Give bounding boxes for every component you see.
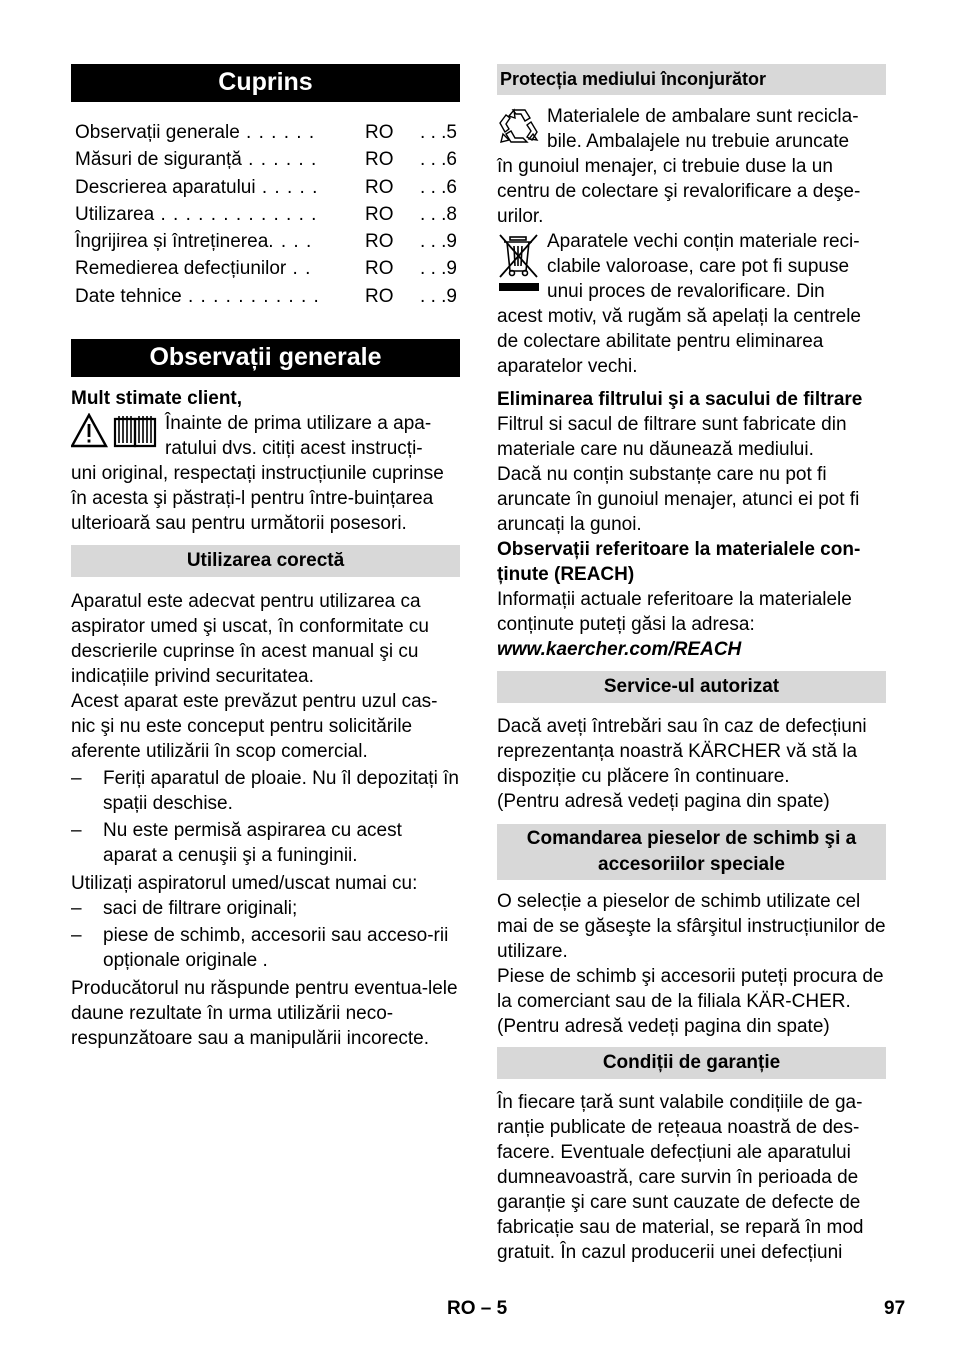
weee-line-1: Aparatele vechi conțin materiale reci-	[547, 231, 860, 252]
list-item: – Nu este permisă aspirarea cu acest aparat a cenuşii şi a funinginii.	[71, 820, 402, 867]
intro-line-2: ratului dvs. citiți acest instrucți-	[165, 438, 423, 460]
list-item: – piese de schimb, accesorii sau acceso-rii opționale originale .	[71, 925, 449, 972]
weee-line-3: unui proces de revalorificare. Din	[547, 281, 825, 302]
toc-entry-lang: RO	[365, 231, 394, 253]
correct-use-p1: Aparatul este adecvat pentru utilizarea ca aspirator umed şi uscat, în conformitate cu descrierile cuprinse în acest manual şi cu indicațiile privind securitatea.	[71, 591, 429, 688]
parts-note: (Pentru adresă vedeți pagina din spate)	[497, 1016, 830, 1037]
manual-book-icon	[115, 416, 155, 446]
correct-use-p4: Producătorul nu răspunde pentru eventua-lele daune rezultate în urma utilizării neco-respunzătoare sau a manipulării incorecte.	[71, 978, 458, 1050]
correct-use-heading: Utilizarea corectă	[71, 545, 460, 577]
toc-row[interactable]	[71, 201, 460, 228]
right-column	[497, 64, 886, 1265]
weee-block	[497, 229, 886, 379]
env-heading: Protecția mediului înconjurător	[497, 64, 886, 95]
weee-line-2: clabile valoroase, care pot fi supuse	[547, 256, 850, 277]
correct-use-list2	[71, 896, 460, 973]
reach-p: Informații actuale referitoare la materialele conținute puteți găsi la adresa:	[497, 589, 852, 635]
toc-row[interactable]	[71, 174, 460, 201]
toc-entry-page: . . .8	[420, 203, 457, 225]
toc-entry-title: Măsuri de siguranță . . . . . .	[75, 149, 318, 171]
toc-entry-page: . . .6	[420, 149, 457, 171]
toc-heading: Cuprins	[71, 64, 460, 102]
footer-page-number: 97	[884, 1298, 906, 1319]
toc-entry-lang: RO	[365, 203, 394, 225]
toc-row[interactable]	[71, 146, 460, 173]
toc-entry-title: Date tehnice . . . . . . . . . . .	[75, 285, 320, 307]
reach-heading: Observații referitoare la materialele con-ținute (REACH)	[497, 539, 861, 585]
toc-row[interactable]	[71, 119, 460, 146]
toc-entry-title: Descrierea aparatului . . . . .	[75, 176, 319, 198]
list-item: – saci de filtrare originali;	[71, 898, 298, 920]
footer-section-page: RO – 5	[447, 1298, 508, 1319]
recycle-line-1: Materialele de ambalare sunt recicla-	[547, 106, 859, 127]
toc-entry-lang: RO	[365, 149, 394, 171]
warranty-p: În fiecare țară sunt valabile condițiile de ga-ranție publicate de rețeaua noastră de des-facere. Eventuale defecțiuni ale aparatului dumneavoastră, care survin în perioada de garanție şi care sunt cauzate de defecte de fabricație sau de material, se repară în mod gratuit. În cazul producerii unei defecțiuni	[497, 1092, 864, 1263]
toc-entry-page: . . .9	[420, 231, 457, 253]
parts-p2: Piese de schimb şi accesorii puteți procura de la comerciant sau de la filiala KÄR-CHER.	[497, 966, 884, 1012]
recycle-icon	[497, 106, 541, 151]
toc-entry-page: . . .9	[420, 258, 457, 280]
toc-entry-title: Remedierea defecțiunilor . .	[75, 258, 312, 280]
toc-entry-page: . . .5	[420, 122, 457, 143]
intro-rest: uni original, respectați instrucțiunile cuprinse în acesta şi păstrați-l pentru între-buințarea ulterioară sau pentru următorii posesori.	[71, 463, 444, 535]
warning-icon	[71, 413, 159, 449]
toc-row[interactable]	[71, 283, 460, 310]
toc-row[interactable]	[71, 228, 460, 255]
toc-entry-lang: RO	[365, 285, 394, 307]
filter-p1: Filtrul si sacul de filtrare sunt fabricate din materiale care nu dăunează mediului.	[497, 414, 847, 460]
toc-entry-lang: RO	[365, 176, 394, 198]
recycle-block	[497, 104, 886, 229]
correct-use-list1	[71, 766, 460, 868]
recycle-rest: în gunoiul menajer, ci trebuie duse la un centru de colectare şi revalorificare a deşe-urilor.	[497, 156, 861, 227]
service-heading: Service-ul autorizat	[497, 671, 886, 703]
general-heading: Observații generale	[71, 339, 460, 377]
filter-heading: Eliminarea filtrului şi a sacului de filtrare	[497, 389, 863, 410]
greeting: Mult stimate client,	[71, 388, 243, 410]
parts-p1: O selecție a pieselor de schimb utilizate cel mai de se găseşte la sfârşitul instrucțiunilor de utilizare.	[497, 891, 886, 962]
left-column	[71, 64, 460, 1051]
recycle-line-2: bile. Ambalajele nu trebuie aruncate	[547, 131, 850, 152]
filter-p2: Dacă nu conțin substanțe care nu pot fi aruncate în gunoiul menajer, atunci ei pot fi aruncați la gunoi.	[497, 464, 860, 535]
toc-entry-page: . . .6	[420, 176, 457, 198]
toc-entry-title: Îngrijirea și întreținerea. . . .	[75, 231, 313, 253]
reach-link[interactable]: www.kaercher.com/REACH	[497, 639, 742, 660]
crossed-bin-icon	[497, 231, 541, 304]
toc-entry-page: . . .9	[420, 285, 457, 307]
correct-use-p3: Utilizați aspiratorul umed/uscat numai cu:	[71, 873, 418, 895]
table-of-contents	[71, 119, 460, 310]
toc-entry-title: Observații generale . . . . . .	[75, 122, 316, 143]
toc-entry-lang: RO	[365, 122, 394, 143]
list-item: – Feriți aparatul de ploaie. Nu îl depozitați în spații deschise.	[71, 768, 459, 815]
parts-heading: Comandarea pieselor de schimb şi a accesoriilor speciale	[497, 824, 886, 880]
toc-entry-title: Utilizarea . . . . . . . . . . . . .	[75, 203, 318, 225]
toc-row[interactable]	[71, 255, 460, 282]
warranty-heading: Condiții de garanție	[497, 1047, 886, 1079]
intro-icons	[71, 413, 159, 454]
service-p: Dacă aveți întrebări sau în caz de defecțiuni reprezentanța noastră KÄRCHER vă stă la dispoziție cu plăcere în continuare.	[497, 716, 867, 787]
weee-rest: acest motiv, vă rugăm să apelați la centrele de colectare abilitate pentru eliminarea aparatelor vechi.	[497, 306, 861, 377]
intro-line-1: Înainte de prima utilizare a apa-	[165, 413, 432, 435]
intro-block	[71, 411, 460, 536]
correct-use-p2: Acest aparat este prevăzut pentru uzul cas-nic şi nu este conceput pentru solicitările aferente utilizării în scop comercial.	[71, 691, 438, 763]
toc-entry-lang: RO	[365, 258, 394, 280]
service-note: (Pentru adresă vedeți pagina din spate)	[497, 791, 830, 812]
